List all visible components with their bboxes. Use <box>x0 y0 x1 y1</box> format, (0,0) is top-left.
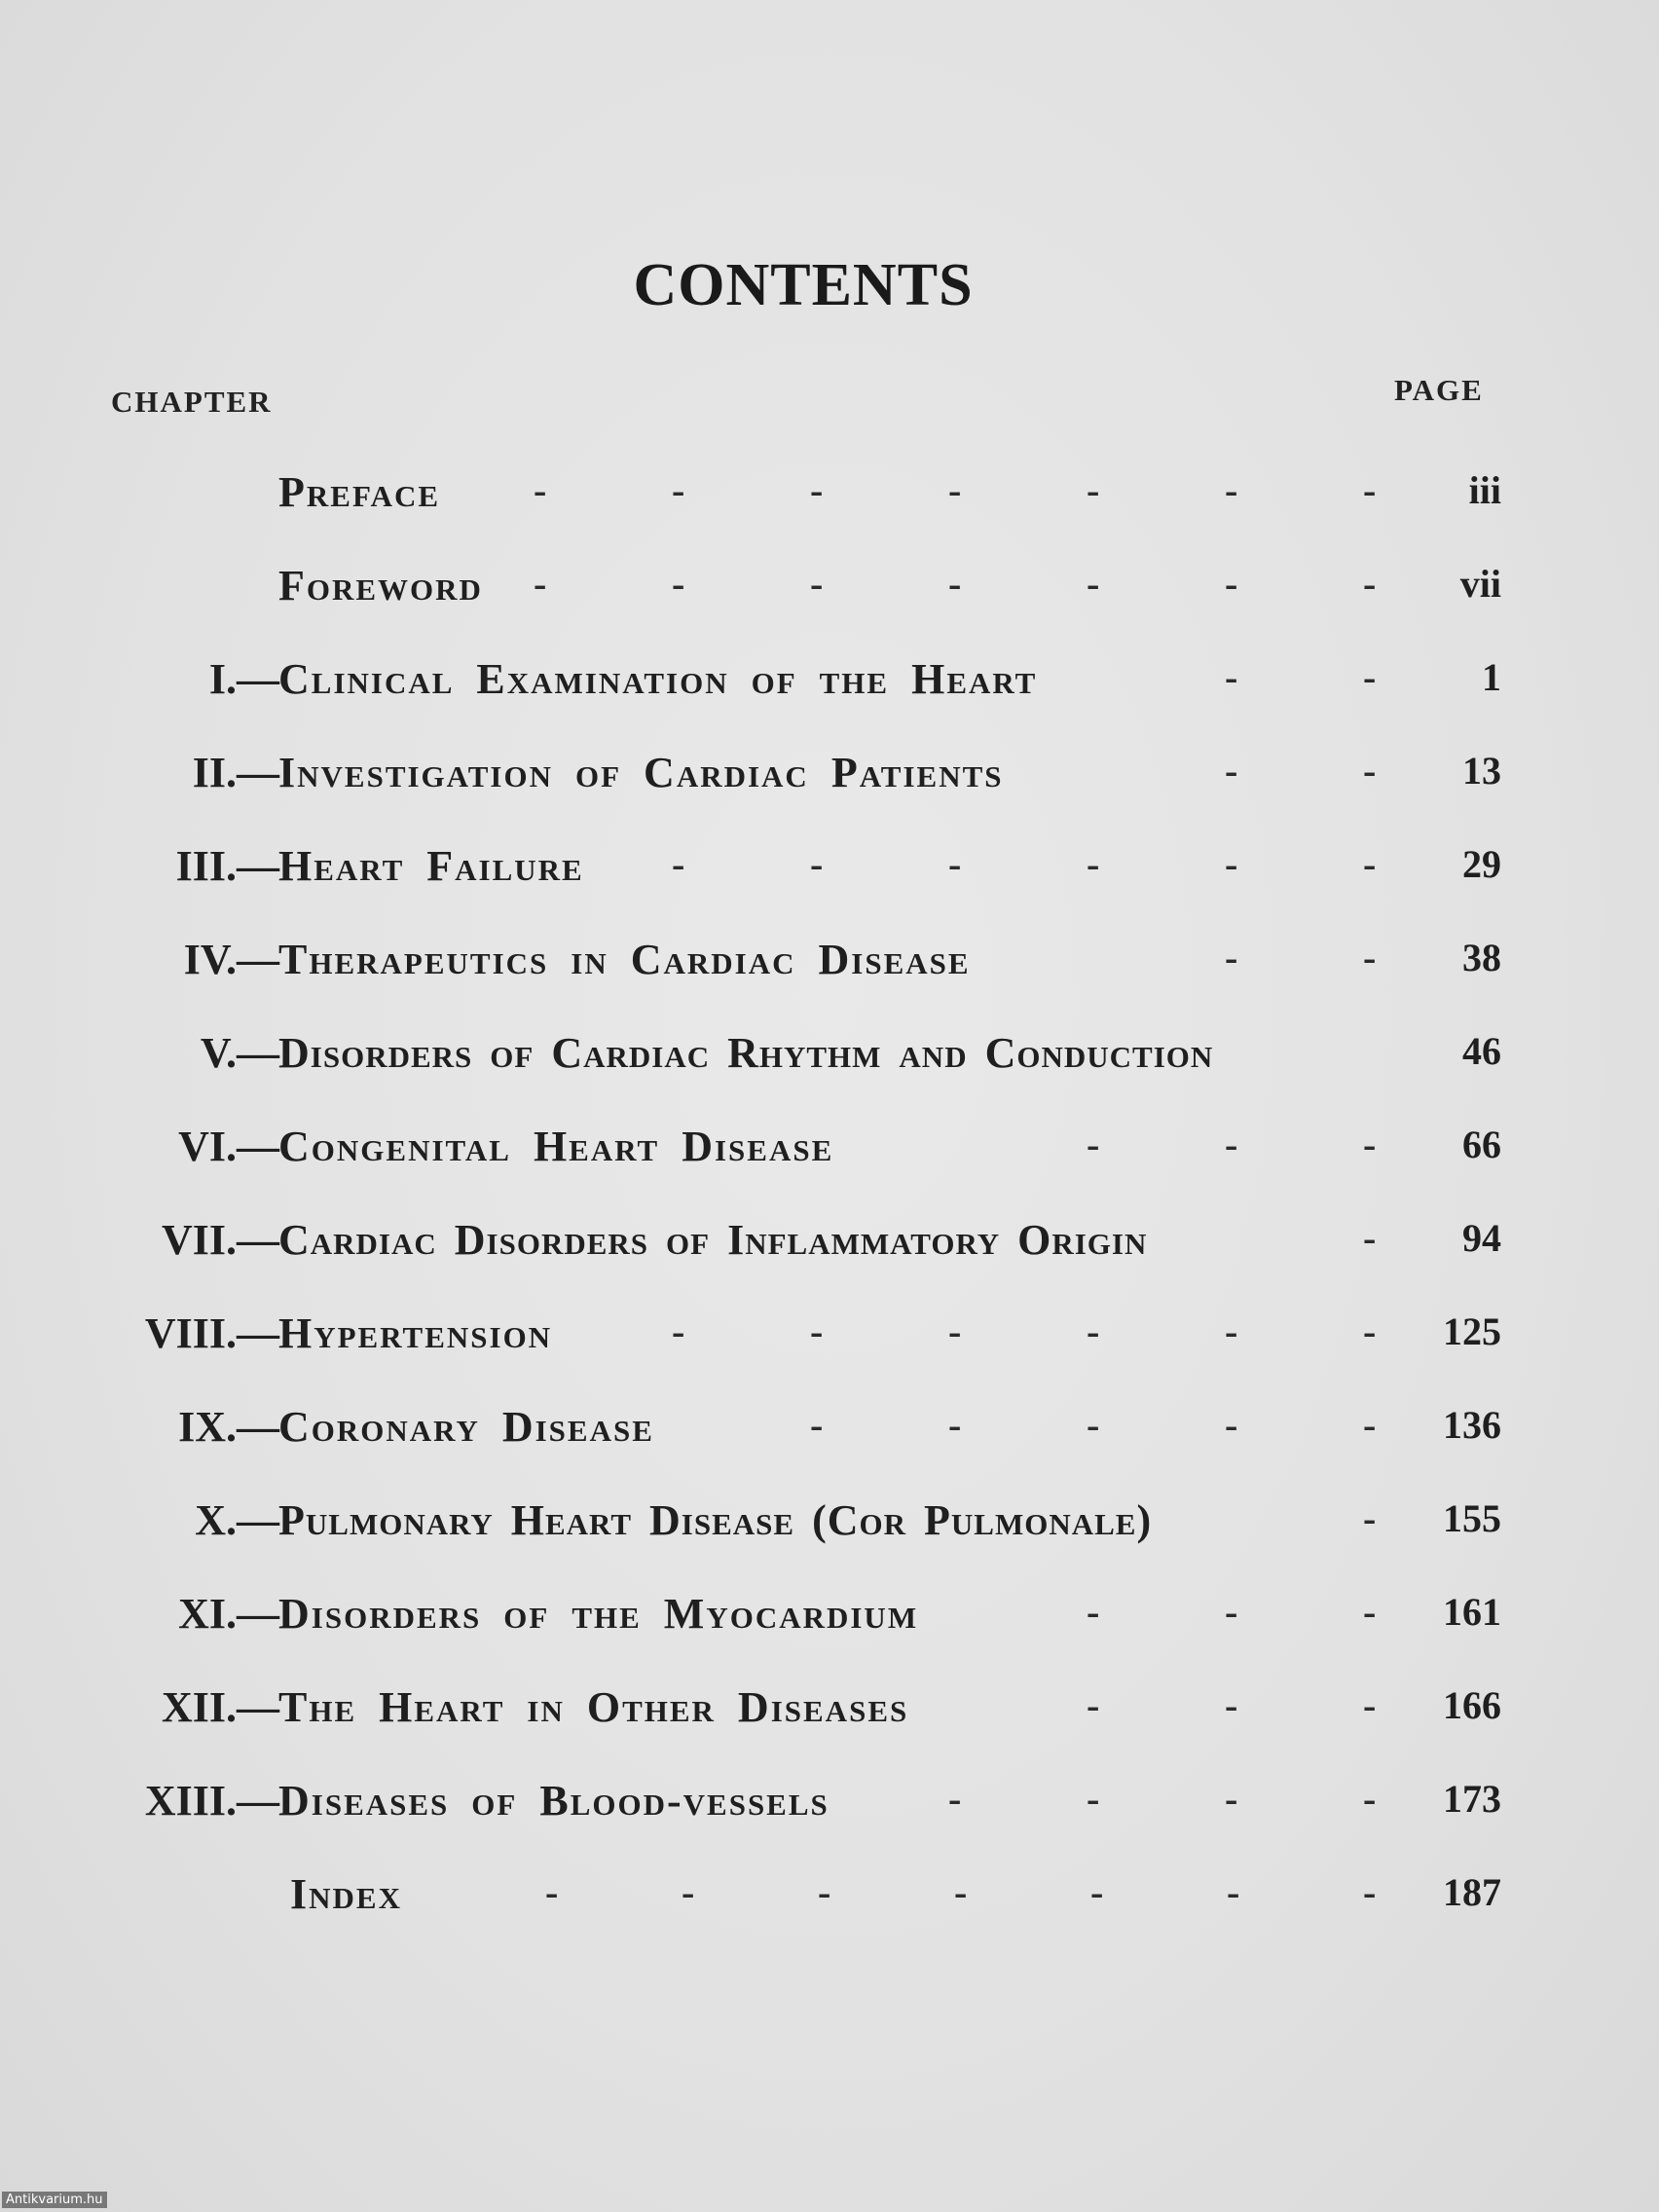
leader-dash: - <box>672 562 685 606</box>
toc-entry <box>0 1402 1659 1470</box>
leader-dash: - <box>1225 936 1238 979</box>
chapter-title: Congenital Heart Disease <box>278 1123 834 1170</box>
leader-dash: - <box>534 562 547 606</box>
leader-dash: - <box>1087 1683 1100 1727</box>
leader-dash: - <box>1087 1777 1100 1821</box>
page-number: 136 <box>1443 1403 1501 1447</box>
chapter-title: Index <box>290 1870 402 1918</box>
toc-entry <box>0 1869 1659 1937</box>
chapter-number: XI.— <box>178 1590 279 1638</box>
toc-entry <box>0 935 1659 1003</box>
leader-dash: - <box>1087 842 1100 886</box>
leader-dash: - <box>1363 655 1377 699</box>
leader-dash: - <box>672 468 685 512</box>
leader-dash: - <box>1363 842 1377 886</box>
leader-dash: - <box>1363 749 1377 793</box>
chapter-number: IX.— <box>178 1403 279 1451</box>
leader-dash: - <box>948 562 962 606</box>
chapter-title: Hypertension <box>278 1309 553 1357</box>
toc-entry <box>0 1495 1659 1564</box>
page-number: vii <box>1459 562 1501 606</box>
toc-entry <box>0 748 1659 816</box>
leader-dash: - <box>810 842 824 886</box>
chapter-title: Cardiac Disorders of Inflammatory Origin <box>278 1216 1148 1264</box>
chapter-title: Coronary Disease <box>278 1403 654 1451</box>
chapter-number: II.— <box>192 749 279 796</box>
leader-dash: - <box>1363 1777 1377 1821</box>
chapter-title: Heart Failure <box>278 842 584 890</box>
chapter-number: XIII.— <box>144 1777 279 1825</box>
leader-dash: - <box>1363 1403 1377 1447</box>
leader-dash: - <box>1225 1683 1238 1727</box>
leader-dash: - <box>1363 562 1377 606</box>
leader-dash: - <box>1363 936 1377 979</box>
leader-dash: - <box>1225 1403 1238 1447</box>
page-number: 46 <box>1462 1029 1501 1073</box>
leader-dash: - <box>810 1309 824 1353</box>
chapter-title: Foreword <box>278 562 483 609</box>
leader-dash: - <box>534 468 547 512</box>
leader-dash: - <box>1363 468 1377 512</box>
leader-dash: - <box>954 1870 968 1914</box>
leader-dash: - <box>1087 1403 1100 1447</box>
leader-dash: - <box>948 468 962 512</box>
leader-dash: - <box>948 842 962 886</box>
toc-entry <box>0 841 1659 909</box>
chapter-title: The Heart in Other Diseases <box>278 1683 909 1731</box>
page-number: 94 <box>1462 1216 1501 1260</box>
page-number: 1 <box>1482 655 1501 699</box>
chapter-title: Investigation of Cardiac Patients <box>278 749 1004 796</box>
leader-dash: - <box>1225 1309 1238 1353</box>
chapter-number: VI.— <box>178 1123 279 1170</box>
leader-dash: - <box>810 562 824 606</box>
chapter-title: Pulmonary Heart Disease (Cor Pulmonale) <box>278 1496 1153 1544</box>
chapter-title: Clinical Examination of the Heart <box>278 655 1038 703</box>
page-column-header: PAGE <box>1394 373 1484 407</box>
leader-dash: - <box>1087 1123 1100 1166</box>
chapter-number: III.— <box>175 842 279 890</box>
leader-dash: - <box>948 1309 962 1353</box>
toc-entry <box>0 654 1659 722</box>
leader-dash: - <box>1087 468 1100 512</box>
chapter-number: VII.— <box>161 1216 279 1264</box>
page-number: 29 <box>1462 842 1501 886</box>
chapter-title: Diseases of Blood-vessels <box>278 1777 830 1825</box>
leader-dash: - <box>1090 1870 1104 1914</box>
leader-dash: - <box>682 1870 695 1914</box>
leader-dash: - <box>1087 1309 1100 1353</box>
page-number: 125 <box>1443 1309 1501 1353</box>
leader-dash: - <box>1225 749 1238 793</box>
leader-dash: - <box>1225 1590 1238 1634</box>
chapter-title: Therapeutics in Cardiac Disease <box>278 936 971 983</box>
chapter-title: Disorders of the Myocardium <box>278 1590 919 1638</box>
chapter-column-header: CHAPTER <box>111 385 273 419</box>
page-number: 187 <box>1443 1870 1501 1914</box>
page-number: 13 <box>1462 749 1501 793</box>
toc-entry <box>0 561 1659 629</box>
leader-dash: - <box>1225 468 1238 512</box>
toc-entry <box>0 1122 1659 1190</box>
leader-dash: - <box>810 468 824 512</box>
toc-entry <box>0 1589 1659 1657</box>
chapter-number: I.— <box>208 655 279 703</box>
page-number: 173 <box>1443 1777 1501 1821</box>
leader-dash: - <box>1363 1216 1377 1260</box>
leader-dash: - <box>1225 842 1238 886</box>
watermark-label: Antikvarium.hu <box>2 2192 107 2208</box>
leader-dash: - <box>1227 1870 1240 1914</box>
chapter-number: VIII.— <box>144 1309 279 1357</box>
chapter-title: Preface <box>278 468 441 516</box>
page-number: 166 <box>1443 1683 1501 1727</box>
leader-dash: - <box>1363 1870 1377 1914</box>
page-number: iii <box>1468 468 1501 512</box>
leader-dash: - <box>1363 1496 1377 1540</box>
toc-entry <box>0 1682 1659 1751</box>
page-number: 66 <box>1462 1123 1501 1166</box>
toc-entry <box>0 1215 1659 1283</box>
page-title: CONTENTS <box>633 252 974 318</box>
leader-dash: - <box>1087 562 1100 606</box>
leader-dash: - <box>818 1870 831 1914</box>
chapter-number: XII.— <box>161 1683 279 1731</box>
chapter-number: X.— <box>195 1496 279 1544</box>
leader-dash: - <box>810 1403 824 1447</box>
toc-entry <box>0 1028 1659 1096</box>
leader-dash: - <box>1363 1683 1377 1727</box>
toc-entry <box>0 1776 1659 1844</box>
chapter-number: V.— <box>200 1029 279 1077</box>
leader-dash: - <box>1363 1309 1377 1353</box>
leader-dash: - <box>1087 1590 1100 1634</box>
leader-dash: - <box>1363 1590 1377 1634</box>
leader-dash: - <box>1225 562 1238 606</box>
toc-entry <box>0 467 1659 535</box>
leader-dash: - <box>672 842 685 886</box>
leader-dash: - <box>1363 1123 1377 1166</box>
leader-dash: - <box>672 1309 685 1353</box>
leader-dash: - <box>1225 655 1238 699</box>
page-number: 161 <box>1443 1590 1501 1634</box>
chapter-number: IV.— <box>183 936 279 983</box>
leader-dash: - <box>1225 1777 1238 1821</box>
page-number: 155 <box>1443 1496 1501 1540</box>
page-number: 38 <box>1462 936 1501 979</box>
leader-dash: - <box>948 1403 962 1447</box>
toc-entry <box>0 1309 1659 1377</box>
chapter-title: Disorders of Cardiac Rhythm and Conduction <box>278 1029 1214 1077</box>
leader-dash: - <box>948 1777 962 1821</box>
leader-dash: - <box>545 1870 559 1914</box>
leader-dash: - <box>1225 1123 1238 1166</box>
